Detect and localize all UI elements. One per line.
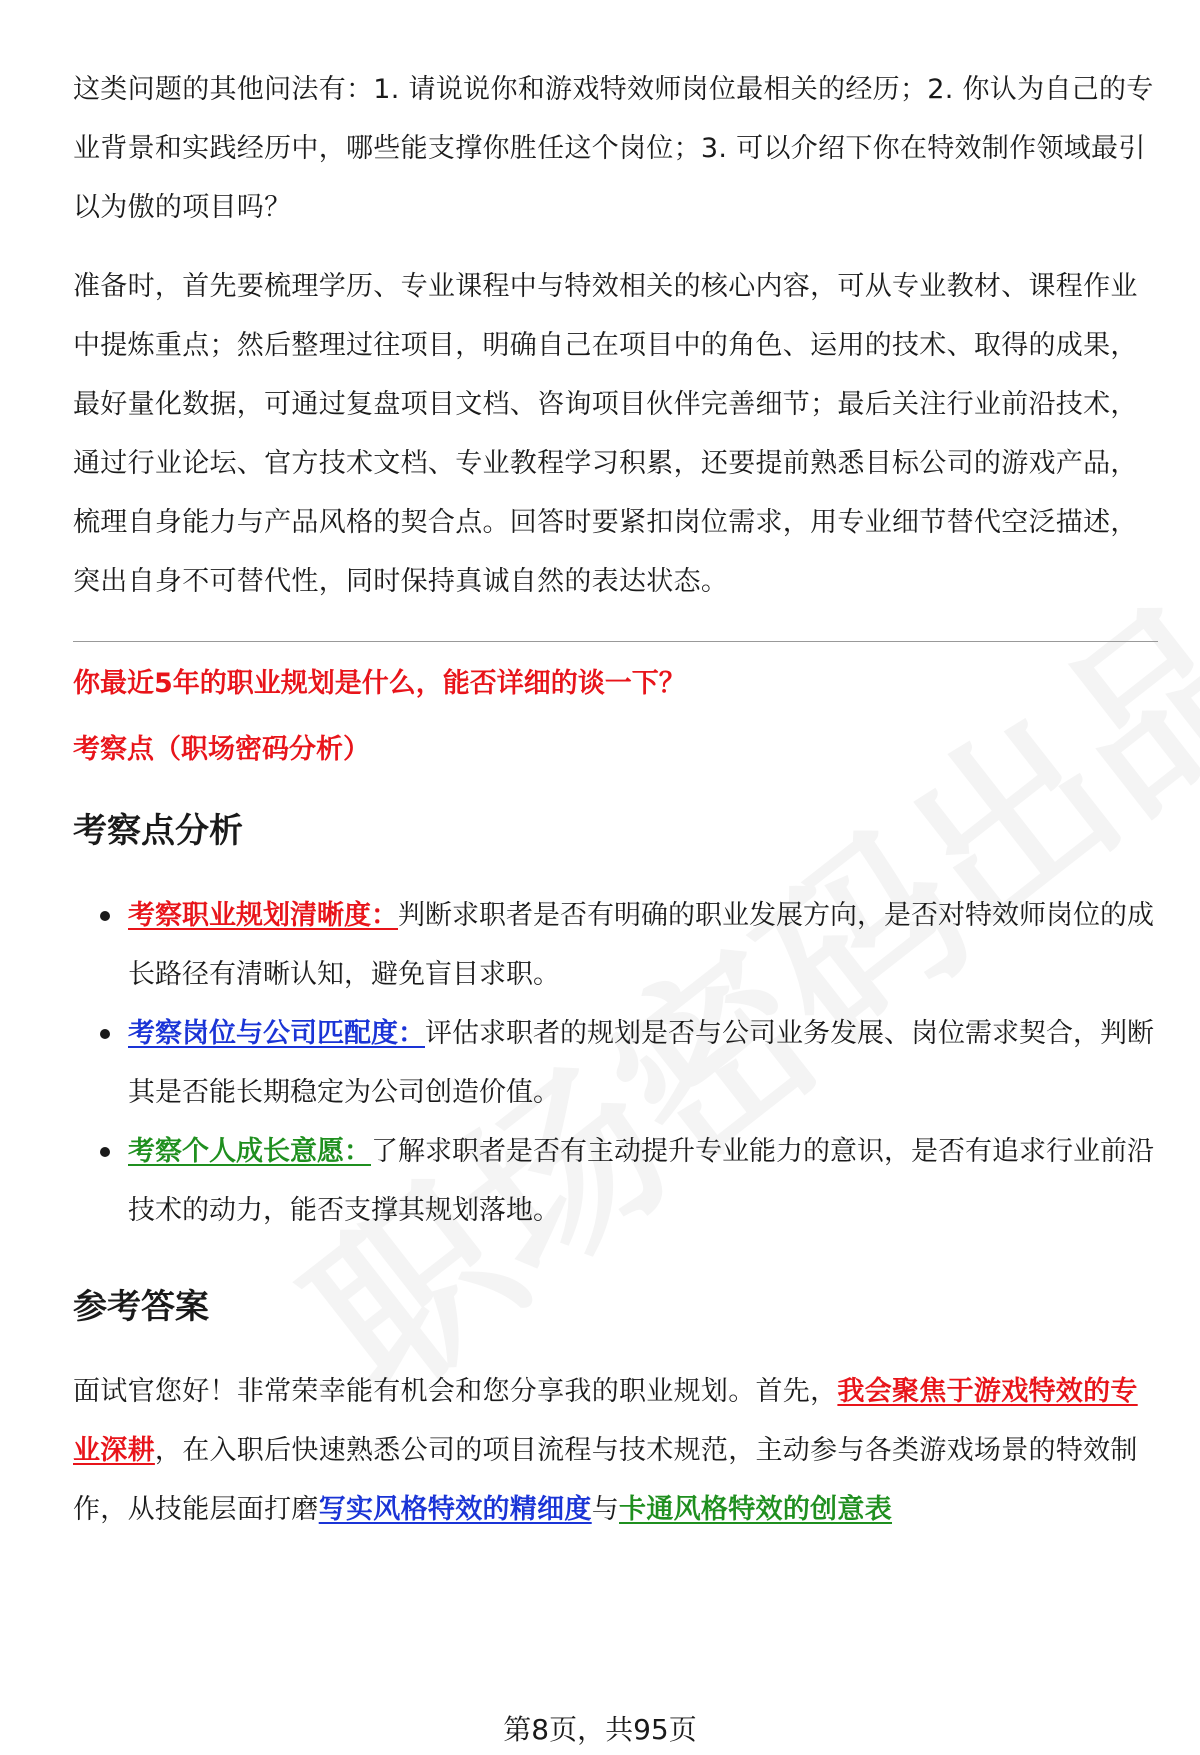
answer-heading: 参考答案 xyxy=(73,1287,209,1327)
point-text: 评估求职者的规划是否与公司业务发展、岗位需求契合，判断其是否能长期稳定为公司创造价值。 xyxy=(128,1018,1154,1108)
interview-question: 你最近5年的职业规划是什么，能否详细的谈一下？ xyxy=(73,668,686,699)
list-item xyxy=(73,1004,1158,1122)
answer-highlight: 写实风格特效的精细度 xyxy=(318,1494,592,1525)
answer-text: 与 xyxy=(591,1494,620,1525)
analysis-points-list xyxy=(73,886,1158,1240)
kaocha-label: 考察点（职场密码分析） xyxy=(73,734,370,765)
page-footer: 第8页，共95页 xyxy=(503,1713,697,1746)
point-text: 判断求职者是否有明确的职业发展方向，是否对特效师岗位的成长路径有清晰认知，避免盲目求职。 xyxy=(128,900,1154,990)
point-keyword: 考察个人成长意愿： xyxy=(128,1136,371,1167)
answer-paragraph xyxy=(73,1362,1158,1539)
section-divider xyxy=(73,641,1158,642)
intro-paragraph: 这类问题的其他问法有：1. 请说说你和游戏特效师岗位最相关的经历；2. 你认为自己的专业背景和实践经历中，哪些能支撑你胜任这个岗位；3. 可以介绍下你在特效制作领域最引以为傲的项目吗？ xyxy=(73,74,1154,223)
list-item xyxy=(73,886,1158,1004)
answer-highlight: 我会聚焦于游戏特效的专业深耕 xyxy=(73,1376,1138,1466)
point-text: 了解求职者是否有主动提升专业能力的意识，是否有追求行业前沿技术的动力，能否支撑其规划落地。 xyxy=(128,1136,1154,1226)
point-keyword: 考察职业规划清晰度： xyxy=(128,900,398,931)
document-page xyxy=(73,60,1158,1539)
answer-text: 面试官您好！非常荣幸能有机会和您分享我的职业规划。首先， xyxy=(73,1376,838,1407)
preparation-paragraph: 准备时，首先要梳理学历、专业课程中与特效相关的核心内容，可从专业教材、课程作业中提炼重点；然后整理过往项目，明确自己在项目中的角色、运用的技术、取得的成果，最好量化数据，可通过复盘项目文档、咨询项目伙伴完善细节；最后关注行业前沿技术，通过行业论坛、官方技术文档、专业教程学习积累，还要提前熟悉目标公司的游戏产品，梳理自身能力与产品风格的契合点。回答时要紧扣岗位需求，用专业细节替代空泛描述，突出自身不可替代性，同时保持真诚自然的表达状态。 xyxy=(73,271,1138,597)
answer-text: ，在入职后快速熟悉公司的项目流程与技术规范，主动参与各类游戏场景的特效制作，从技能层面打磨 xyxy=(73,1435,1138,1525)
point-keyword: 考察岗位与公司匹配度： xyxy=(128,1018,425,1049)
answer-highlight: 卡通风格特效的创意表 xyxy=(619,1494,893,1525)
analysis-heading: 考察点分析 xyxy=(73,811,243,851)
list-item xyxy=(73,1122,1158,1240)
